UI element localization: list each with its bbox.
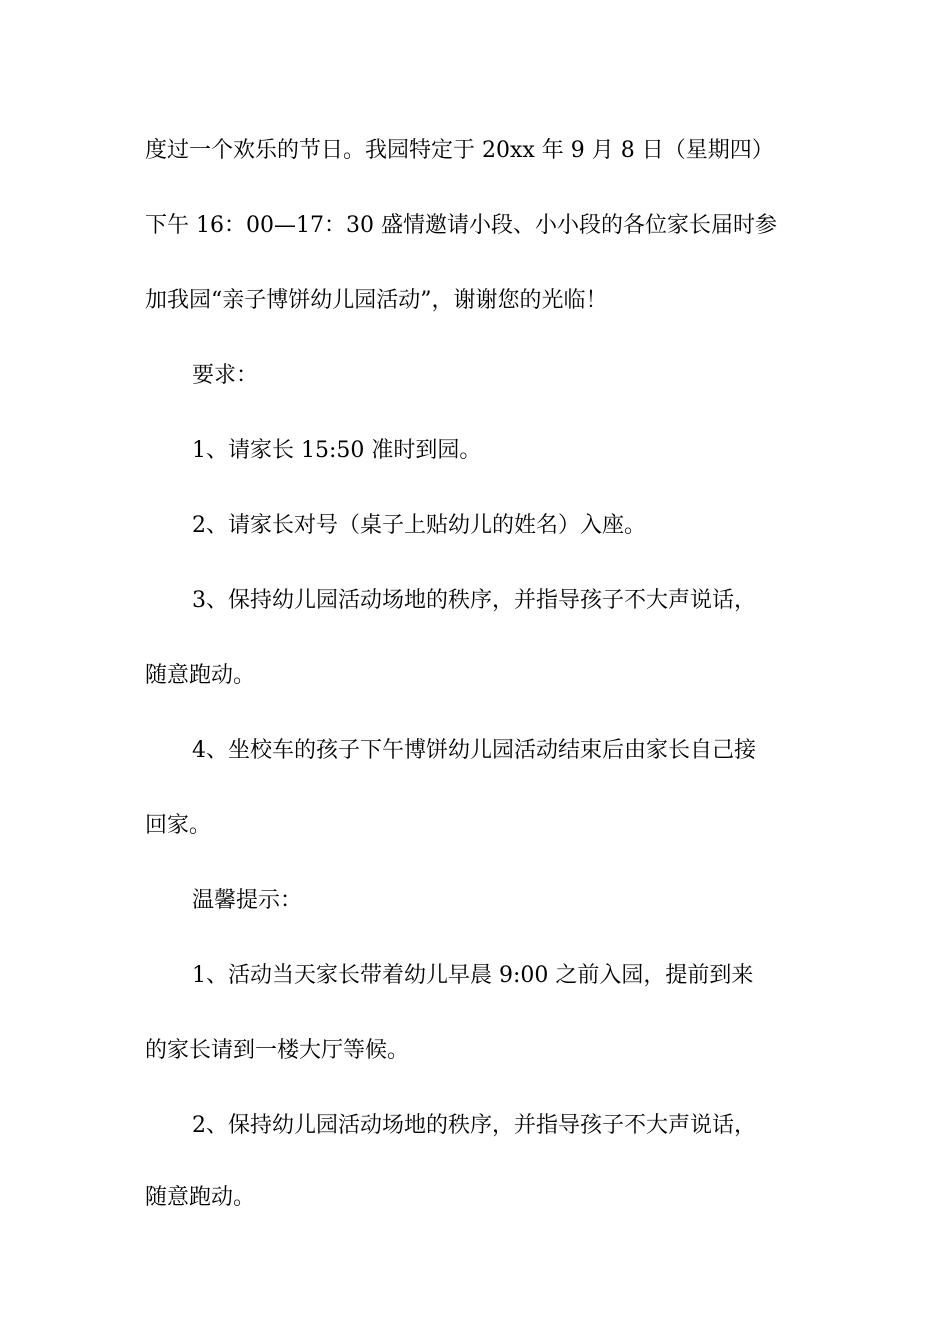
- list-item-continuation: 回家。: [145, 813, 212, 838]
- list-item: 3、保持幼儿园活动场地的秩序，并指导孩子不大声说话，: [192, 588, 756, 613]
- list-item-continuation: 的家长请到一楼大厅等候。: [145, 1038, 410, 1063]
- list-item: 2、请家长对号（桌子上贴幼儿的姓名）入座。: [192, 513, 646, 538]
- section-heading-requirements: 要求：: [192, 363, 259, 388]
- list-item-continuation: 随意跑动。: [145, 1185, 256, 1210]
- paragraph-line: 加我园“亲子博饼幼儿园活动”，谢谢您的光临！: [145, 288, 608, 313]
- paragraph-line: 下午 16：00—17：30 盛情邀请小段、小小段的各位家长届时参: [145, 213, 777, 238]
- list-item: 2、保持幼儿园活动场地的秩序，并指导孩子不大声说话，: [192, 1113, 756, 1138]
- list-item: 1、请家长 15:50 准时到园。: [192, 438, 482, 463]
- list-item: 1、活动当天家长带着幼儿早晨 9:00 之前入园，提前到来: [192, 963, 754, 988]
- section-heading-tips: 温馨提示：: [192, 888, 303, 913]
- paragraph-line: 度过一个欢乐的节日。我园特定于 20xx 年 9 月 8 日（星期四）: [145, 138, 774, 163]
- list-item-continuation: 随意跑动。: [145, 663, 256, 688]
- list-item: 4、坐校车的孩子下午博饼幼儿园活动结束后由家长自己接: [192, 738, 756, 763]
